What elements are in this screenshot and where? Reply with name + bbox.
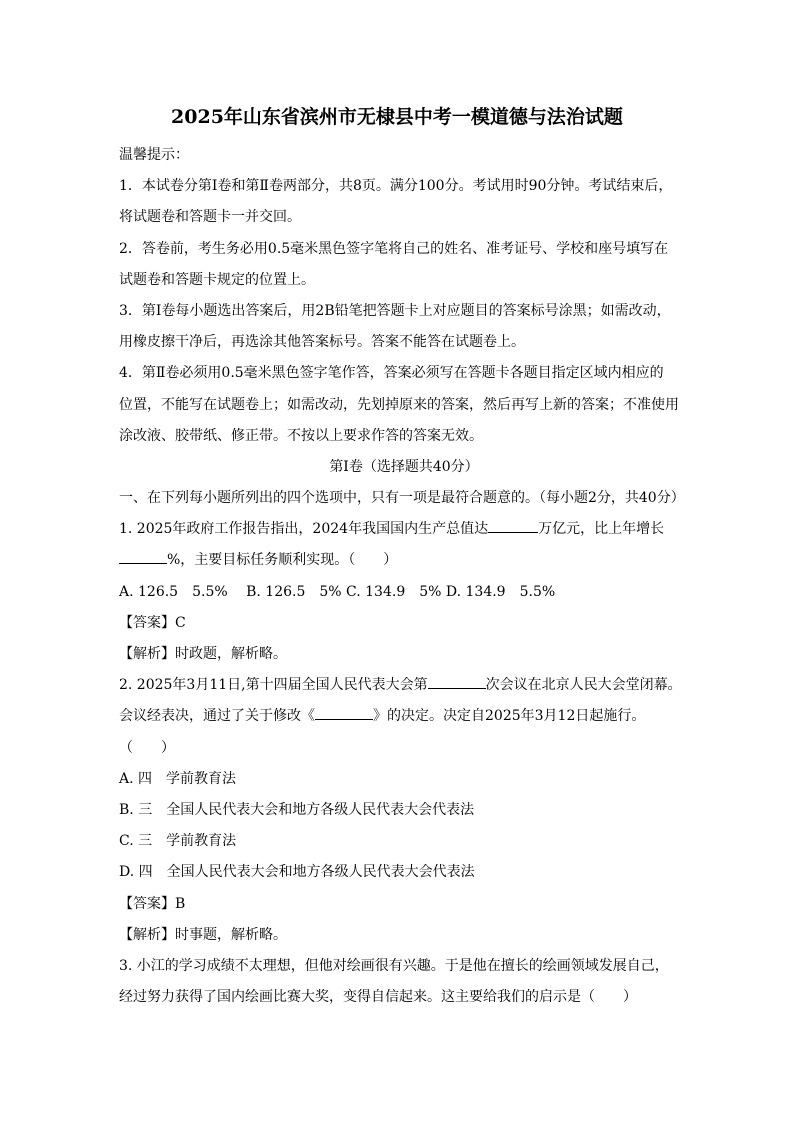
question-1-text-b: 万亿元，比上年增长 [538,521,665,538]
question-2-line-3: （ ） [119,739,175,756]
question-1-options: A. 126.5 5.5% B. 126.5 5% C. 134.9 5% D. 134.9 5.5% [119,583,556,600]
answer-blank [428,674,486,689]
section-instruction: 一、在下列每小题所列出的四个选项中，只有一项是最符合题意的。（每小题2分，共40分） [119,490,685,507]
tip-1-line-1: 1．本试卷分第Ⅰ卷和第Ⅱ卷两部分，共8页。满分100分。考试用时90分钟。考试结束后， [119,178,673,195]
question-2-option-d: D. 四 全国人民代表大会和地方各级人民代表大会代表法 [119,864,475,881]
tip-1-line-2: 将试题卷和答题卡一并交回。 [119,209,301,226]
question-2-answer: 【答案】B [119,895,186,912]
question-2-text-a: 2. 2025年3月11日,第十四届全国人民代表大会第 [119,677,428,694]
question-2-option-b: B. 三 全国人民代表大会和地方各级人民代表大会代表法 [119,801,475,818]
tip-4-line-1: 4．第Ⅱ卷必须用0.5毫米黑色签字笔作答，答案必须写在答题卡各题目指定区域内相应的 [119,365,664,382]
question-3-line-1: 3. 小江的学习成绩不太理想，但他对绘画很有兴趣。于是他在擅长的绘画领域发展自己， [119,957,669,974]
page-title: 2025年山东省滨州市无棣县中考一模道德与法治试题 [171,106,623,128]
question-2-text-c: 会议经表决，通过了关于修改《 [119,708,315,725]
tip-2-line-1: 2．答卷前，考生务必用0.5毫米黑色签字笔将自己的姓名、准考证号、学校和座号填写在 [119,240,669,257]
section-heading: 第Ⅰ卷（选择题共40分） [329,458,479,475]
tip-2-line-2: 试题卷和答题卡规定的位置上。 [119,271,315,288]
question-2-line-2 [119,701,689,732]
question-2-analysis: 【解析】时事题，解析略。 [119,926,287,943]
tip-4-line-2: 位置，不能写在试题卷上；如需改动，先划掉原来的答案，然后再写上新的答案；不准使用 [119,396,679,413]
tips-heading: 温馨提示： [119,147,189,163]
answer-blank [315,705,373,720]
question-1-text-c: %，主要目标任务顺利实现。（ ） [167,552,398,569]
question-1-answer: 【答案】C [119,614,186,631]
question-2-line-1 [119,670,689,701]
question-3-line-2: 经过努力获得了国内绘画比赛大奖，变得自信起来。这主要给我们的启示是（ ） [119,989,637,1006]
tip-3-line-1: 3．第Ⅰ卷每小题选出答案后，用2B铅笔把答题卡上对应题目的答案标号涂黑；如需改动， [119,302,671,319]
tip-4-line-3: 涂改液、胶带纸、修正带。不按以上要求作答的答案无效。 [119,427,483,444]
question-1-line-2 [119,545,689,576]
question-2-text-b: 次会议在北京人民大会堂闭幕。 [485,677,682,694]
tip-3-line-2: 用橡皮擦干净后，再选涂其他答案标号。答案不能答在试题卷上。 [119,334,525,351]
question-2-option-c: C. 三 学前教育法 [119,833,237,850]
question-2-text-d: 》的决定。决定自2025年3月12日起施行。 [373,708,646,725]
answer-blank [119,549,167,564]
question-1-analysis: 【解析】时政题，解析略。 [119,646,287,662]
question-1-line-1 [119,514,689,545]
exam-content [119,140,689,1013]
question-2-option-a: A. 四 学前教育法 [119,770,237,787]
answer-blank [488,518,538,533]
question-1-text-a: 1. 2025年政府工作报告指出，2024年我国国内生产总值达 [119,521,489,538]
